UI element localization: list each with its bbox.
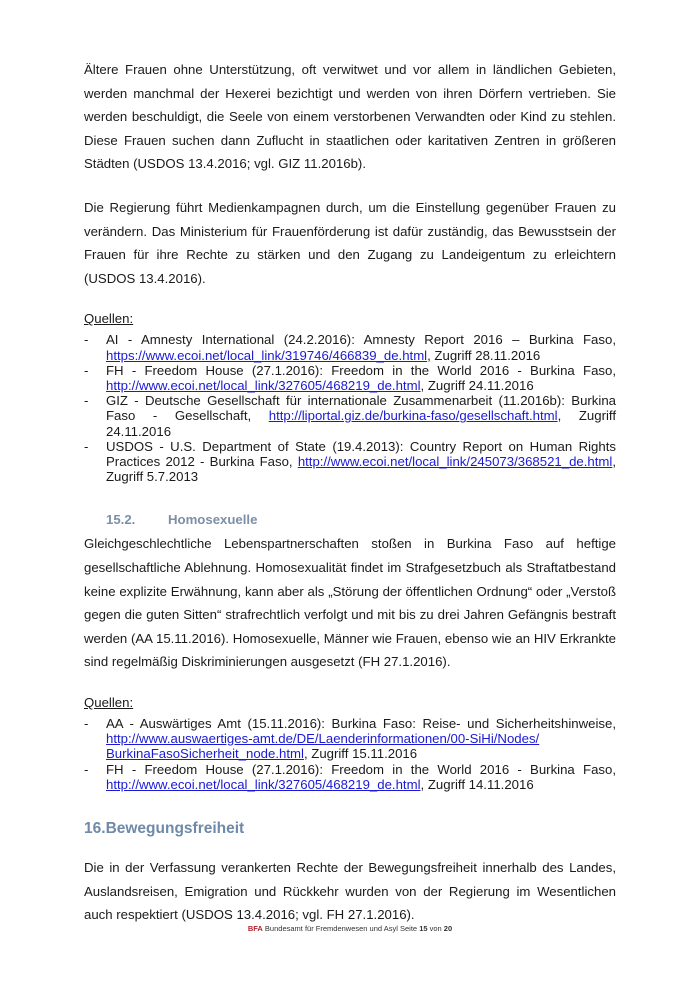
- section-number: 15.2.: [106, 512, 136, 528]
- list-dash: -: [84, 332, 89, 348]
- footer-of: von: [427, 924, 444, 933]
- paragraph-witchcraft: Ältere Frauen ohne Unterstützung, oft verwitwet und vor allem in ländlichen Gebieten, werden manchmal der Hexerei bezichtigt und werden von ihren Dörfern vertrieben. Sie werden beschuldigt, die Seele von einem verstorbenen Verwandten oder Kind zu stehlen. Diese Frauen suchen dann Zuflucht in staatlichen oder karitativen Zentren in größeren Städten (USDOS 13.4.2016; vgl. GIZ 11.2016b).: [84, 62, 616, 172]
- spacer: [84, 674, 616, 694]
- source-link[interactable]: https://www.ecoi.net/local_link/319746/466839_de.html: [106, 347, 428, 363]
- section-heading-bewegungsfreiheit: [84, 818, 616, 840]
- spacer: [84, 792, 616, 818]
- bfa-logo-text: BFA: [247, 924, 263, 933]
- source-item: [84, 439, 616, 485]
- source-access-date: , Zugriff 15.11.2016: [303, 746, 418, 762]
- source-text: USDOS - U.S. Department of State (19.4.2013): Country Report on Human Rights Practices 2012 - Burkina Faso,: [106, 438, 616, 469]
- source-access-date: , Zugriff 28.11.2016: [427, 347, 541, 363]
- list-dash: -: [84, 393, 89, 409]
- page-footer: [0, 924, 700, 933]
- source-text: GIZ - Deutsche Gesellschaft für internationale Zusammenarbeit (11.2016b): Burkina Faso - Gesellschaft,: [106, 393, 616, 424]
- sources-heading: Quellen:: [84, 694, 134, 710]
- page-content: [84, 58, 616, 927]
- source-text: AI - Amnesty International (24.2.2016): Amnesty Report 2016 – Burkina Faso,: [106, 332, 616, 348]
- spacer: [84, 484, 616, 510]
- source-text: AA - Auswärtiges Amt (15.11.2016): Burkina Faso: Reise- und Sicherheitshinweise,: [106, 715, 616, 731]
- source-item: [84, 363, 616, 393]
- source-link[interactable]: http://www.ecoi.net/local_link/245073/368521_de.html: [297, 453, 613, 469]
- paragraph-freedom-of-movement: Die in der Verfassung verankerten Rechte der Bewegungsfreiheit innerhalb des Landes, Auslandsreisen, Emigration und Rückkehr wurden von der Regierung im Wesentlichen auch respektiert (USDOS 13.4.2016; vgl. FH 27.1.2016).: [84, 859, 616, 923]
- source-item: [84, 716, 616, 762]
- sources-heading: Quellen:: [84, 311, 134, 327]
- list-dash: -: [84, 438, 89, 454]
- footer-org: Bundesamt für Fremdenwesen und Asyl Seite: [262, 924, 420, 933]
- spacer: [84, 290, 616, 310]
- source-item: [84, 762, 616, 792]
- section-number: 16.: [84, 819, 106, 837]
- source-access-date: , Zugriff 24.11.2016: [420, 377, 534, 393]
- paragraph-homosexuality: Gleichgeschlechtliche Lebenspartnerschaften stoßen in Burkina Faso auf heftige gesellschaftliche Ablehnung. Homosexualität findet im Strafgesetzbuch als Straftatbestand keine explizite Erwähnung, kann aber als „Störung der öffentlichen Ordnung“ oder „Verstoß gegen die guten Sitten“ strafrechtlich verfolgt und mit bis zu drei Jahren Gefängnis bestraft werden (AA 15.11.2016). Homosexuelle, Männer wie Frauen, ebenso wie an HIV Erkrankte sind regelmäßig Diskriminierungen ausgesetzt (FH 27.1.2016).: [84, 536, 616, 670]
- source-access-date: , Zugriff 24.11.2016: [106, 408, 616, 439]
- list-dash: -: [84, 362, 89, 378]
- source-access-date: , Zugriff 14.11.2016: [420, 776, 534, 792]
- source-link[interactable]: http://www.ecoi.net/local_link/327605/468219_de.html: [106, 377, 421, 393]
- spacer: [84, 176, 616, 196]
- sources-list-2: [84, 716, 616, 792]
- source-item: [84, 332, 616, 362]
- source-access-date: , Zugriff 5.7.2013: [106, 453, 616, 485]
- source-text: FH - Freedom House (27.1.2016): Freedom in the World 2016 - Burkina Faso,: [106, 761, 616, 777]
- source-link[interactable]: http://www.ecoi.net/local_link/327605/468219_de.html: [106, 776, 421, 792]
- source-link[interactable]: http://www.auswaertiges-amt.de/DE/Laenderinformationen/00-SiHi/Nodes/ BurkinaFasoSicherheit_node.html: [106, 731, 540, 762]
- paragraph-media-campaigns: Die Regierung führt Medienkampagnen durch, um die Einstellung gegenüber Frauen zu verändern. Das Ministerium für Frauenförderung ist dafür zuständig, das Bewusstsein der Frauen für ihre Rechte zu stärken und den Zugang zu Landeigentum zu erleichtern (USDOS 13.4.2016).: [84, 199, 616, 286]
- section-title: Bewegungsfreiheit: [105, 819, 245, 837]
- spacer: [84, 840, 616, 856]
- sources-list-1: [84, 332, 616, 484]
- footer-total-pages: 20: [443, 924, 453, 933]
- source-item: [84, 393, 616, 439]
- source-link[interactable]: http://liportal.giz.de/burkina-faso/gesellschaft.html: [268, 408, 558, 424]
- list-dash: -: [84, 761, 89, 777]
- list-dash: -: [84, 715, 89, 731]
- section-heading-homosexuelle: [84, 510, 616, 530]
- footer-page-number: 15: [419, 924, 428, 933]
- section-title: Homosexuelle: [168, 512, 258, 528]
- source-text: FH - Freedom House (27.1.2016): Freedom in the World 2016 - Burkina Faso,: [106, 362, 616, 378]
